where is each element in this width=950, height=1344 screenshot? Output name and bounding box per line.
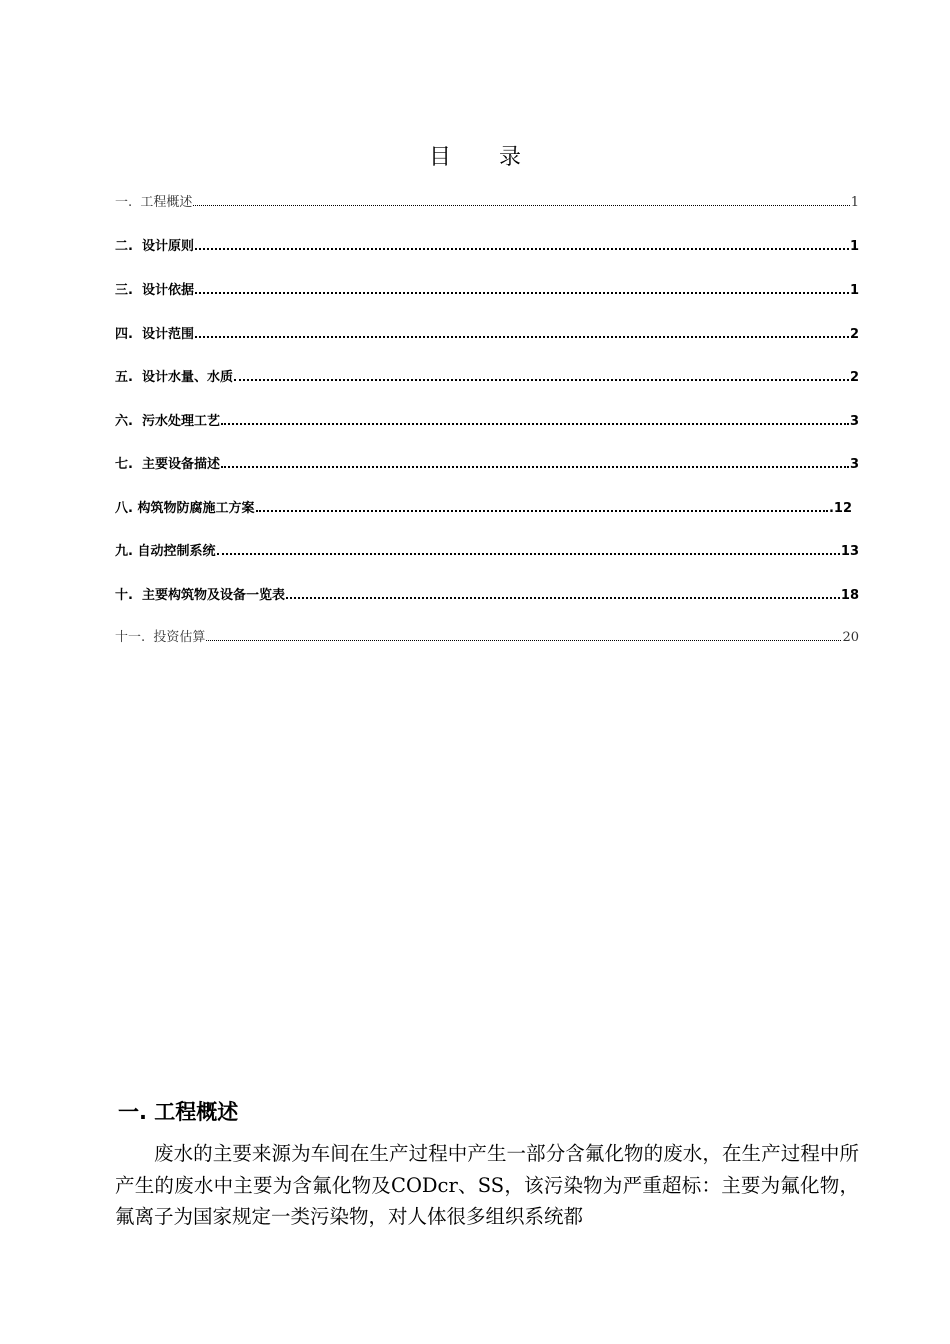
toc-leader-dots bbox=[286, 583, 840, 599]
toc-entry-11[interactable] bbox=[115, 626, 859, 646]
toc-entry-label: 工程概述 bbox=[140, 195, 193, 210]
toc-entry-page: 1 bbox=[849, 283, 859, 298]
toc-entry-5[interactable] bbox=[115, 365, 859, 385]
toc-entry-number: 二. bbox=[115, 239, 133, 254]
toc-leader-dots bbox=[221, 409, 849, 425]
toc-leader-dots bbox=[217, 539, 840, 555]
toc-entry-number: 十. bbox=[115, 588, 133, 603]
toc-entry-page: 2 bbox=[849, 370, 859, 385]
toc-entry-number: 四. bbox=[115, 327, 133, 342]
toc-title-left: 目 bbox=[428, 145, 451, 170]
toc-entry-8[interactable] bbox=[115, 496, 852, 516]
toc-entry-page: 20 bbox=[842, 630, 859, 645]
toc-entry-page: 1 bbox=[850, 195, 859, 210]
toc-entry-number: 三. bbox=[115, 283, 133, 298]
toc-entry-label: 投资估算 bbox=[153, 630, 206, 645]
section-heading: 一. 工程概述 bbox=[118, 1100, 239, 1124]
toc-entry-label: 自动控制系统 bbox=[137, 544, 216, 559]
toc-entry-10[interactable] bbox=[115, 583, 859, 603]
toc-entry-page: 3 bbox=[849, 414, 859, 429]
toc-leader-dots bbox=[195, 234, 849, 250]
toc-entry-page: 18 bbox=[840, 588, 859, 603]
toc-entry-1[interactable] bbox=[115, 191, 859, 211]
toc-entry-label: 污水处理工艺 bbox=[142, 414, 221, 429]
toc-entry-label: 设计范围 bbox=[142, 327, 195, 342]
toc-entry-number: 一. bbox=[115, 195, 133, 210]
toc-title-right: 录 bbox=[499, 145, 522, 170]
toc-entry-label: 构筑物防腐施工方案 bbox=[137, 501, 255, 516]
toc-entry-number: 六. bbox=[115, 414, 133, 429]
toc-leader-dots bbox=[234, 365, 849, 381]
toc-entry-6[interactable] bbox=[115, 409, 859, 429]
toc-leader-dots bbox=[195, 278, 849, 294]
toc-entry-4[interactable] bbox=[115, 322, 859, 342]
toc-entry-3[interactable] bbox=[115, 278, 859, 298]
toc-entry-number: 九. bbox=[115, 544, 133, 559]
toc-leader-dots bbox=[206, 626, 841, 641]
toc-entry-label: 设计原则 bbox=[142, 239, 195, 254]
toc-entry-number: 七. bbox=[115, 457, 133, 472]
toc-entry-label: 主要构筑物及设备一览表 bbox=[142, 588, 286, 603]
toc-entry-page: 3 bbox=[849, 457, 859, 472]
toc-entry-number: 八. bbox=[115, 501, 133, 516]
toc-entry-label: 主要设备描述 bbox=[142, 457, 221, 472]
toc-leader-dots bbox=[193, 191, 849, 206]
toc-leader-dots bbox=[221, 452, 849, 468]
section-paragraph: 废水的主要来源为车间在生产过程中产生一部分含氟化物的废水，在生产过程中所产生的废水中主要为含氟化物及CODcr、SS，该污染物为严重超标：主要为氟化物，氟离子为国家规定一类污染物，对人体很多组织系统都 bbox=[115, 1142, 859, 1228]
toc-entry-page: 13 bbox=[840, 544, 859, 559]
toc-entry-page: 2 bbox=[849, 327, 859, 342]
toc-entry-9[interactable] bbox=[115, 539, 859, 559]
toc-entry-label: 设计水量、水质 bbox=[142, 370, 234, 385]
toc-entry-7[interactable] bbox=[115, 452, 859, 472]
toc-entry-page: 1 bbox=[849, 239, 859, 254]
toc-title bbox=[0, 140, 950, 171]
toc-entry-number: 十一. bbox=[115, 630, 146, 645]
toc-entry-number: 五. bbox=[115, 370, 133, 385]
toc-entry-2[interactable] bbox=[115, 234, 859, 254]
toc-entry-label: 设计依据 bbox=[142, 283, 195, 298]
toc-entry-page: .12 bbox=[828, 501, 852, 516]
toc-leader-dots bbox=[195, 322, 849, 338]
toc-leader-dots bbox=[256, 496, 828, 512]
